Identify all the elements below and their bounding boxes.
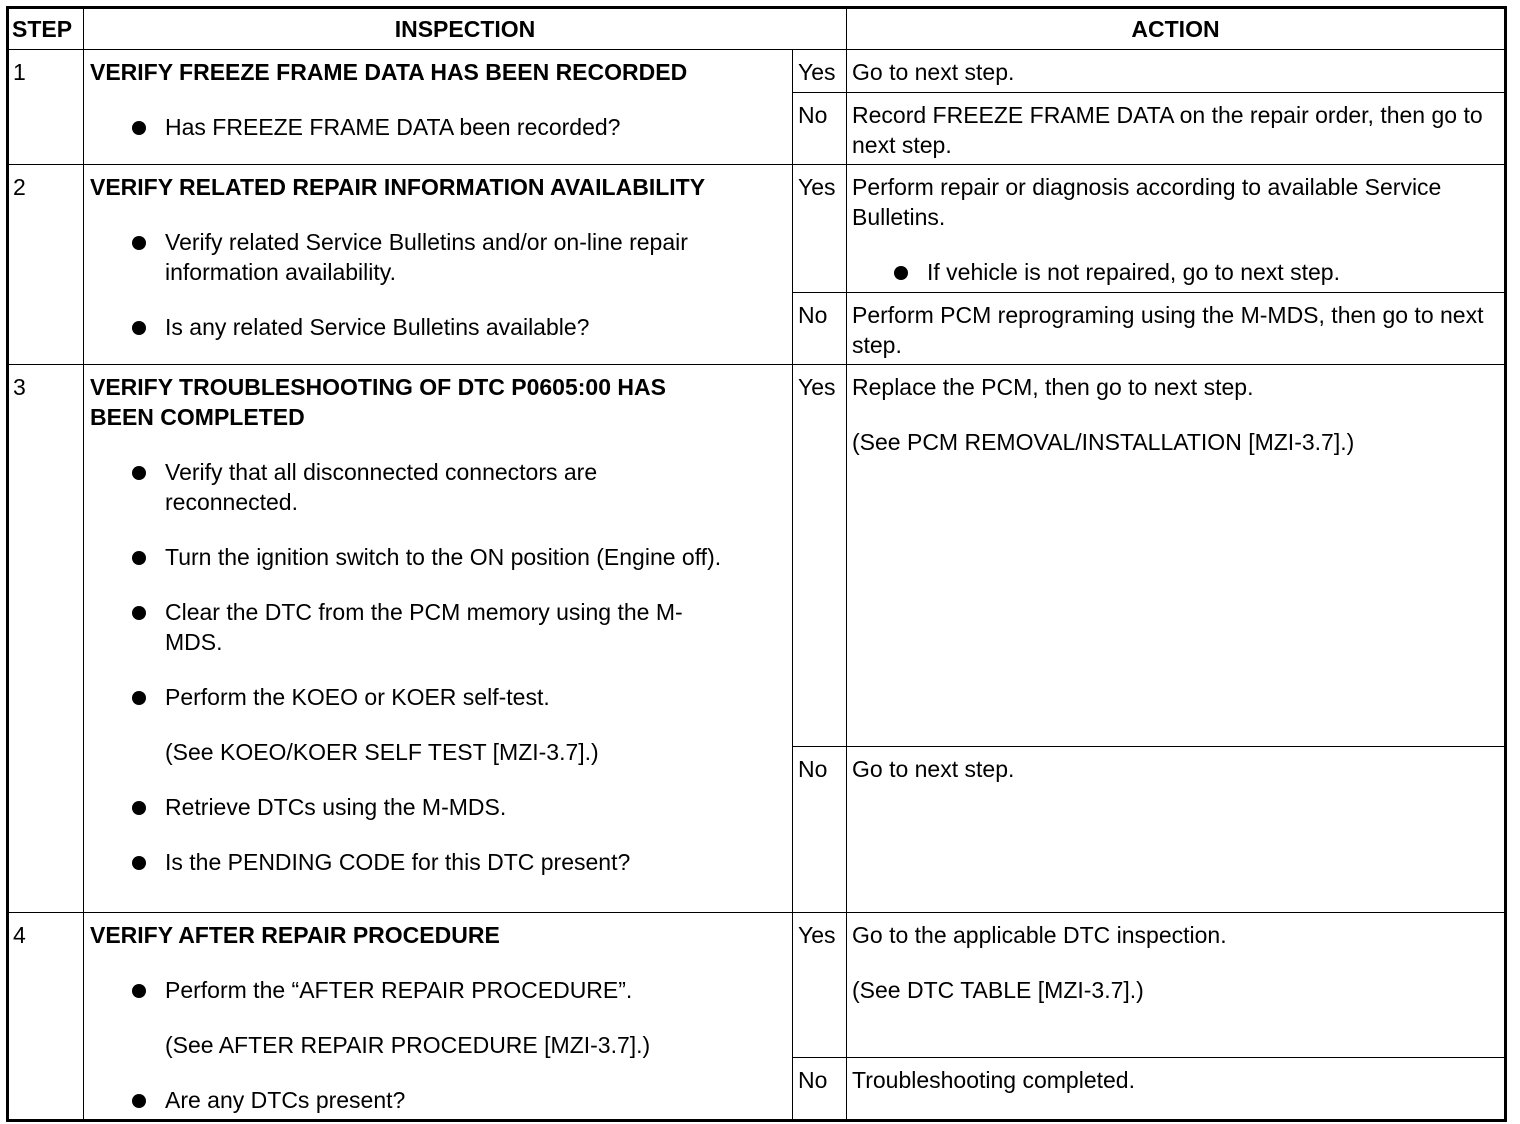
step-inspection [84, 913, 793, 1121]
reference-note: (See PCM REMOVAL/INSTALLATION [MZI-3.7].) [852, 429, 1355, 455]
reference-note: (See DTC TABLE [MZI-3.7].) [852, 977, 1144, 1003]
inspection-bullet: Verify that all disconnected connectors are reconnected. [90, 457, 782, 517]
bullet-icon [132, 856, 146, 870]
step-title: VERIFY TROUBLESHOOTING OF DTC P0605:00 HAS BEEN COMPLETED [90, 374, 666, 430]
step-header: STEP [8, 8, 84, 50]
bullet-icon [132, 984, 146, 998]
bullet-icon [132, 1094, 146, 1108]
inspection-bullet: Is any related Service Bulletins available? [90, 312, 782, 342]
bullet-icon [132, 801, 146, 815]
step-4-yes-row [8, 913, 1506, 1058]
inspection-bullet: Has FREEZE FRAME DATA been recorded? [90, 112, 782, 142]
bullet-icon [132, 466, 146, 480]
bullet-icon [132, 121, 146, 135]
bullet-icon [132, 321, 146, 335]
step-inspection [84, 165, 793, 365]
header-row [8, 8, 1506, 50]
inspection-bullet: Perform the KOEO or KOER self-test. [90, 682, 782, 712]
troubleshooting-table [6, 6, 1507, 1122]
step-number: 4 [8, 913, 84, 1121]
reference-note: (See KOEO/KOER SELF TEST [MZI-3.7].) [165, 739, 599, 765]
no-label: No [793, 747, 847, 913]
diagnostic-procedure-sheet [6, 6, 1507, 1122]
bullet-icon [894, 266, 908, 280]
yes-action: Replace the PCM, then go to next step. (See PCM REMOVAL/INSTALLATION [MZI-3.7].) [847, 365, 1506, 747]
step-title: VERIFY FREEZE FRAME DATA HAS BEEN RECORDED [90, 59, 688, 85]
step-title: VERIFY AFTER REPAIR PROCEDURE [90, 922, 500, 948]
step-number: 2 [8, 165, 84, 365]
step-title: VERIFY RELATED REPAIR INFORMATION AVAILABILITY [90, 174, 706, 200]
step-3-yes-row [8, 365, 1506, 747]
step-2-yes-row [8, 165, 1506, 293]
inspection-bullet: Is the PENDING CODE for this DTC present? [90, 847, 782, 877]
step-inspection [84, 50, 793, 165]
yes-action: Perform repair or diagnosis according to available Service Bulletins. If vehicle is not repaired, go to next step. [847, 165, 1506, 293]
bullet-icon [132, 236, 146, 250]
inspection-bullet: Turn the ignition switch to the ON position (Engine off). [90, 542, 782, 572]
yes-action: Go to next step. [847, 50, 1506, 93]
inspection-bullet: Perform the “AFTER REPAIR PROCEDURE”. [90, 975, 782, 1005]
step-inspection [84, 365, 793, 913]
inspection-header: INSPECTION [84, 8, 847, 50]
action-header: ACTION [847, 8, 1506, 50]
no-label: No [793, 93, 847, 165]
no-action: Troubleshooting completed. [847, 1058, 1506, 1121]
reference-note: (See AFTER REPAIR PROCEDURE [MZI-3.7].) [165, 1032, 651, 1058]
yes-action: Go to the applicable DTC inspection. (See DTC TABLE [MZI-3.7].) [847, 913, 1506, 1058]
inspection-bullet: Are any DTCs present? [90, 1085, 782, 1115]
bullet-icon [132, 606, 146, 620]
inspection-bullet: Retrieve DTCs using the M-MDS. [90, 792, 782, 822]
no-action: Record FREEZE FRAME DATA on the repair order, then go to next step. [847, 93, 1506, 165]
yes-label: Yes [793, 913, 847, 1058]
inspection-bullet: Clear the DTC from the PCM memory using the M-MDS. [90, 597, 782, 657]
action-bullet: If vehicle is not repaired, go to next step. [852, 257, 1496, 287]
step-1-yes-row [8, 50, 1506, 93]
step-number: 1 [8, 50, 84, 165]
no-label: No [793, 1058, 847, 1121]
yes-label: Yes [793, 165, 847, 293]
step-number: 3 [8, 365, 84, 913]
bullet-icon [132, 691, 146, 705]
yes-label: Yes [793, 50, 847, 93]
no-label: No [793, 293, 847, 365]
no-action: Go to next step. [847, 747, 1506, 913]
bullet-icon [132, 551, 146, 565]
inspection-bullet: Verify related Service Bulletins and/or on-line repair information availability. [90, 227, 782, 287]
no-action: Perform PCM reprograming using the M-MDS, then go to next step. [847, 293, 1506, 365]
yes-label: Yes [793, 365, 847, 747]
